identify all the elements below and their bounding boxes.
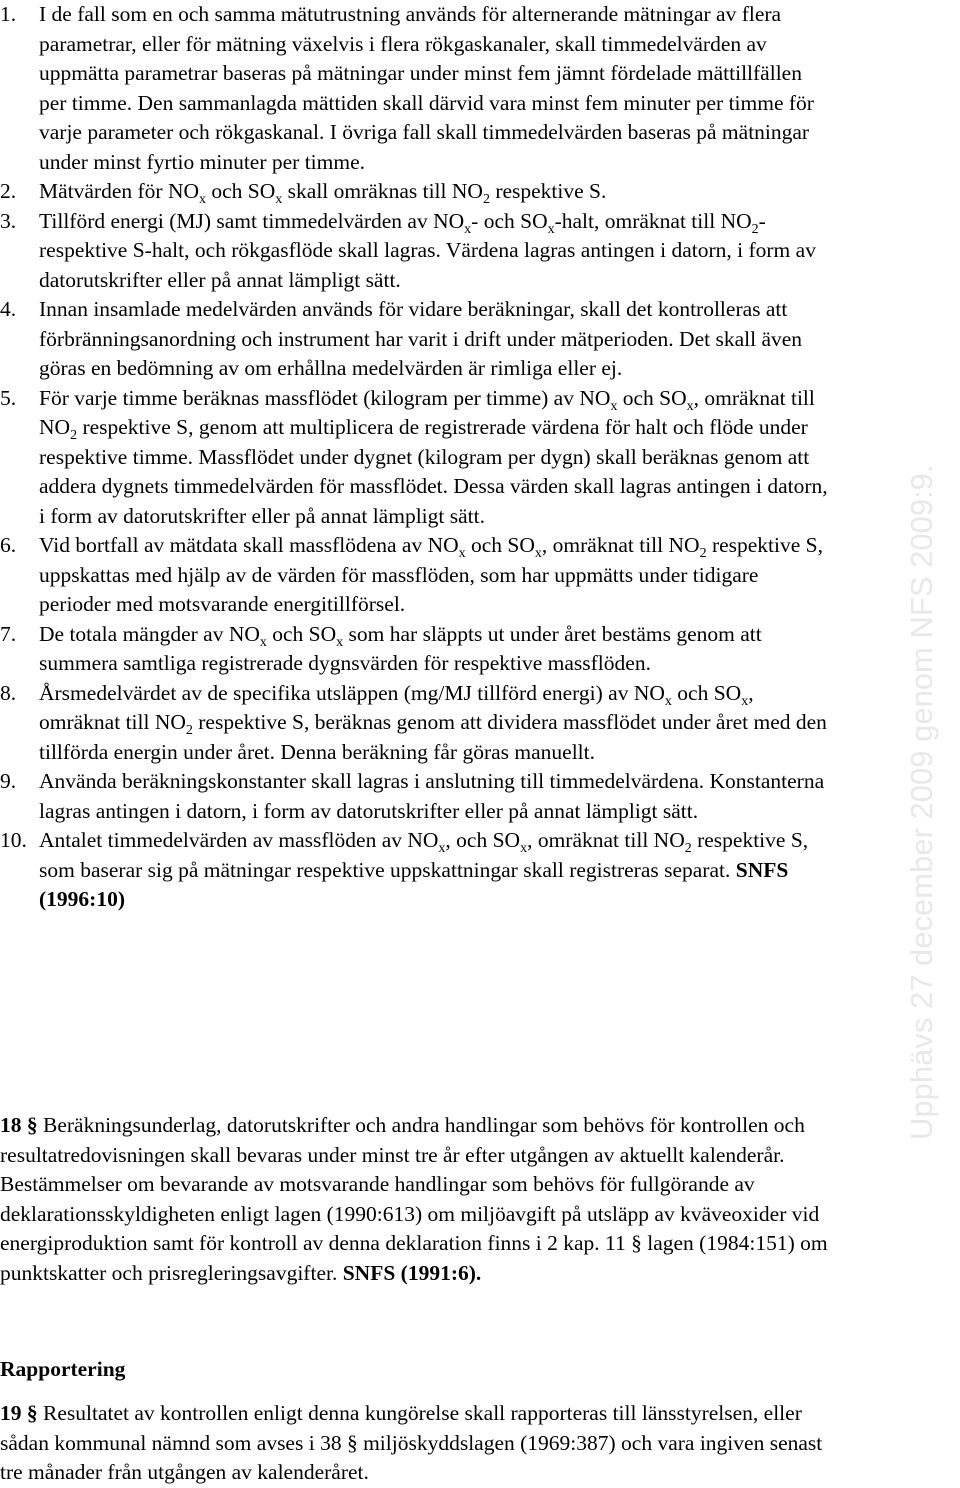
list-item-text: , omräknat till NO — [39, 680, 754, 734]
list-item-number: 3. — [0, 208, 17, 233]
section-number: 18 § — [0, 1113, 38, 1137]
list-item — [0, 620, 830, 679]
section-heading: Rapportering — [0, 1357, 126, 1381]
list-item — [0, 295, 830, 384]
list-item-text: Mätvärden för NO — [39, 179, 200, 203]
subscript: x — [458, 546, 466, 561]
list-item-text: och SO — [206, 179, 276, 203]
subscript: 2 — [185, 723, 193, 738]
list-item-text: respektive S, som baserar sig på mätningar respektive uppskattningar skall registreras separat. — [39, 828, 809, 882]
list-item-text: Antalet timmedelvärden av massflöden av NO — [39, 828, 439, 852]
subscript: x — [199, 192, 207, 207]
subscript: x — [664, 693, 672, 709]
list-item-text: , och SO — [445, 828, 521, 852]
list-item-number: 6. — [0, 533, 17, 557]
list-item-text: De totala mängder av NO — [39, 621, 260, 646]
subscript: x — [610, 398, 618, 414]
list-item-text: Vid bortfall av mätdata skall massflödena av NO — [39, 533, 459, 557]
list-item — [0, 177, 830, 207]
subscript: x — [547, 221, 555, 237]
subscript: x — [275, 192, 283, 207]
list-item — [0, 679, 830, 768]
subscript: 2 — [751, 221, 759, 237]
list-item-text: I de fall som en och samma mätutrustning används för alternerande mätningar av flera parametrar, eller för mätning växelvis i flera rökgaskanaler, skall timmedelvärden av uppmätta parametrar baseras på mätningar under minst fem jämnt fördelade mättillfällen per timme. Den sammanlagda mättiden skall därvid vara minst fem minuter per timme för varje parameter och rökgaskanal. I övriga fall skall timmedelvärden baseras på mätningar under minst fyrtio minuter per timme. — [39, 2, 814, 174]
subscript: x — [534, 546, 542, 561]
list-item-text: För varje timme beräknas massflödet (kilogram per timme) av NO — [39, 385, 611, 410]
watermark: Upphävs 27 december 2009 genom NFS 2009:9. — [904, 464, 939, 1140]
reference: SNFS (1996:10) — [39, 857, 789, 911]
list-item-text: respektive S. — [489, 179, 607, 203]
list-item — [0, 0, 830, 177]
list-item-text: som har släppts ut under året bestäms genom att summera samtliga registrerade dygnsvärden för respektive massflöden. — [39, 621, 762, 675]
subscript: x — [438, 841, 446, 856]
list-item-number: 10. — [0, 828, 27, 852]
list-item-text: - respektive S-halt, och rökgasflöde skall lagras. Värdena lagras antingen i datorn, i form av datorutskrifter eller på annat lämpligt sätt. — [39, 208, 816, 292]
list-item-number: 1. — [0, 2, 17, 26]
paragraph-text: Resultatet av kontrollen enligt denna kungörelse skall rapporteras till länsstyrelsen, eller sådan kommunal nämnd som avses i 38 § miljöskyddslagen (1969:387) och vara ingiven senast tre månader från utgången av kalenderåret. — [0, 1401, 823, 1484]
subscript: 2 — [699, 546, 707, 561]
list-item-text: och SO — [266, 621, 337, 646]
subscript: x — [259, 634, 267, 650]
list-item — [0, 826, 830, 915]
list-item-text: respektive S, beräknas genom att dividera massflödet under året med den tillförda energin under året. Denna beräkning får göras manuellt. — [39, 710, 827, 764]
list-item-text: , omräknat till NO — [541, 533, 700, 557]
subscript: 2 — [684, 841, 692, 856]
list-item-text: , omräknat till NO — [39, 385, 815, 439]
list-item-text: Tillförd energi (MJ) samt timmedelvärden av NO — [39, 208, 465, 233]
list-item-text: och SO — [617, 385, 687, 410]
list-item-text: respektive S, genom att multiplicera de registrerade värdena för halt och flöde under respektive timme. Massflödet under dygnet (kilogram per dygn) skall beräknas genom att addera dygnets timmedelvärden för massflödet. Dessa värden skall lagras antingen i datorn, i form av datorutskrifter eller på annat lämpligt sätt. — [39, 415, 828, 528]
list-item-text: och SO — [465, 533, 535, 557]
list-item-number: 4. — [0, 297, 17, 321]
reference: SNFS (1991:6). — [342, 1260, 482, 1285]
subscript: x — [686, 398, 694, 414]
list-item-number: 5. — [0, 385, 17, 410]
subscript: x — [520, 841, 528, 856]
list-item-text: -halt, omräknat till NO — [554, 208, 752, 233]
list-item-number: 8. — [0, 680, 17, 705]
subscript: 2 — [482, 192, 490, 207]
list-item-text: skall omräknas till NO — [282, 179, 483, 203]
list-item-text: Använda beräkningskonstanter skall lagras i anslutning till timmedelvärdena. Konstanterna lagras antingen i datorn, i form av datorutskrifter eller på annat lämpligt sätt. — [39, 769, 825, 823]
list-item-text: respektive S, uppskattas med hjälp av de värden för massflöden, som har uppmätts under tidigare perioder med motsvarande energitillförsel. — [39, 533, 823, 616]
list-item-text: - och SO — [471, 208, 548, 233]
paragraph-18 — [0, 1111, 830, 1288]
list-item — [0, 384, 830, 532]
subscript: 2 — [70, 428, 78, 443]
list-item — [0, 207, 830, 296]
paragraph-text: Beräkningsunderlag, datorutskrifter och andra handlingar som behövs för kontrollen och resultatredovisningen skall bevaras under minst tre år efter utgången av aktuellt kalenderår. Bestämmelser om bevarande av motsvarande handlingar som behövs för fullgörande av deklarationsskyldigheten enligt lagen (1990:613) om miljöavgift på utsläpp av kväveoxider vid energiproduktion samt för kontroll av denna deklaration finns i 2 kap. 11 § lagen (1984:151) om punktskatter och prisregleringsavgifter. — [0, 1113, 828, 1285]
subscript: x — [336, 634, 344, 650]
subscript: x — [741, 693, 749, 709]
list-item-text: Innan insamlade medelvärden används för vidare beräkningar, skall det kontrolleras att förbränningsanordning och instrument har varit i drift under mätperioden. Det skall även göras en bedömning av om erhållna medelvärden är rimliga eller ej. — [39, 297, 803, 380]
section-number: 19 § — [0, 1401, 38, 1425]
list-item-text: , omräknat till NO — [527, 828, 685, 852]
paragraph-19 — [0, 1399, 830, 1488]
list-item-text: och SO — [671, 680, 742, 705]
list-item — [0, 767, 830, 826]
list-item-number: 7. — [0, 621, 17, 646]
list-item-text: Årsmedelvärdet av de specifika utsläppen (mg/MJ tillförd energi) av NO — [39, 680, 665, 705]
list-item-number: 2. — [0, 179, 17, 203]
list-item-number: 9. — [0, 769, 17, 793]
subscript: x — [464, 221, 472, 237]
list-item — [0, 531, 830, 620]
